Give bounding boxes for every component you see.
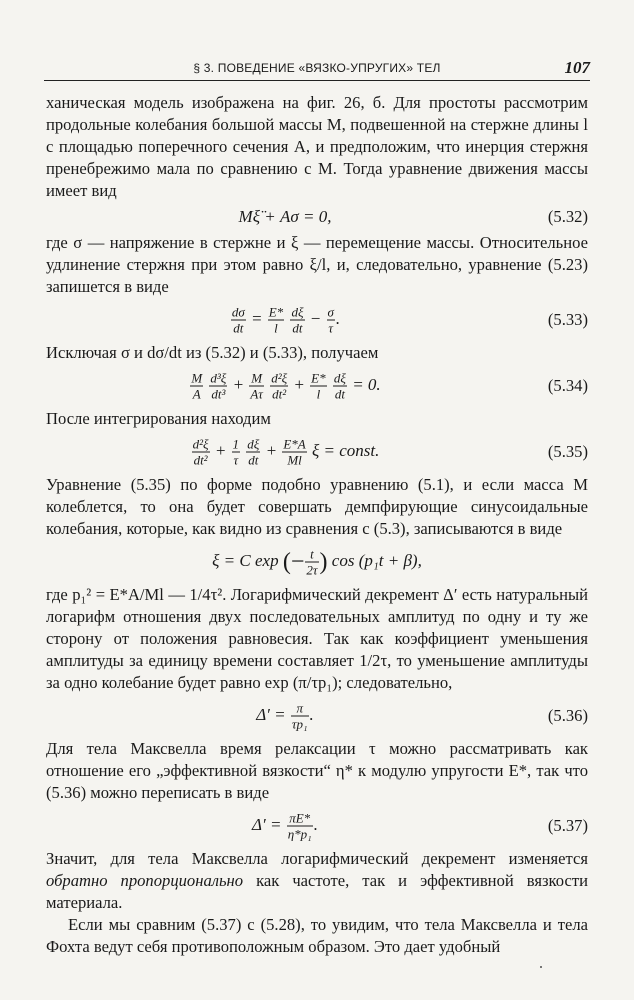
fraction: $\frac{t}{2\tau}$: [306, 546, 318, 578]
fraction: $\frac{\text{d²ξ}}{\text{dt²}}$: [271, 370, 288, 402]
equation-5-36: [46, 694, 588, 738]
equation-number: (5.32): [547, 207, 588, 226]
fraction: $\frac{\pi E*}{\text{η*p₁}}$: [287, 810, 312, 842]
fraction: $\frac{d\xi}{dt}$: [247, 436, 260, 468]
equation-5-32: [46, 202, 588, 232]
equation-number: (5.36): [547, 706, 588, 725]
fraction: $\frac{E*}{l}$: [268, 304, 284, 336]
paragraph-maxwell: Для тела Максвелла время релаксации τ можно рассматривать как отношение его „эффективной вязкости“ η* к модулю упругости E*, так что (5.36) можно переписать в виде: [46, 739, 588, 802]
page-number: 107: [564, 58, 590, 77]
paragraph-decrement: где p₁² = E*A/Ml — 1/4τ². Логарифмический декремент Δ′ есть натуральный логарифм отношения двух последовательных амплитуд по одну и ту же сторону от положения равновесия. Так как коэффициент уменьшения амплитуды за единицу времени составляет 1/2τ, то уменьшение амплитуды за одно колебание будет равно exp (π/τp₁); следовательно,: [46, 585, 588, 692]
ink-speck: [540, 966, 542, 968]
section-title: § 3. ПОВЕДЕНИЕ «ВЯЗКО-УПРУГИХ» ТЕЛ: [193, 61, 441, 75]
paragraph-eliminating: Исключая σ и dσ/dt из (5.32) и (5.33), получаем: [46, 343, 379, 362]
equation-number: (5.33): [547, 310, 588, 329]
fraction: $\frac{1}{\tau}$: [232, 436, 240, 468]
fraction: $\frac{d\xi}{dt}$: [333, 370, 346, 402]
fraction: $\frac{E*}{l}$: [311, 370, 326, 402]
paragraph-similar: Уравнение (5.35) по форме подобно уравнению (5.1), и если масса M колеблется, то она будет совершать демпфирующие синусоидальные колебания, которые, как видно из сравнения с (5.3), записываются в виде: [46, 475, 588, 538]
paragraph-definitions: где σ — напряжение в стержне и ξ — перемещение массы. Относительное удлинение стержня при этом равно ξ/l, и, следовательно, уравнение (5.23) запишется в виде: [46, 233, 588, 296]
equation-5-34: [46, 364, 588, 408]
paragraph-intro: ханическая модель изображена на фиг. 26, б. Для простоты рассмотрим продольные колебания большой массы M, подвешенной на стержне длины l с площадью поперечного сечения A, и предположим, что инерция стержня пренебрежимо мала по сравнению с M. Тогда уравнение движения массы имеет вид: [46, 93, 588, 200]
equation-5-33-body: $\frac{d\sigma}{dt}$ = $\frac{E*}{l}$ $\frac{d\xi}{dt}$ − $\frac{\sigma}{\tau}$ .: [231, 304, 341, 336]
equation-number: (5.35): [547, 442, 588, 461]
equation-5-37: [46, 804, 588, 848]
paragraph-comparison: Если мы сравним (5.37) с (5.28), то увидим, что тела Максвелла и тела Фохта ведут себя противоположным образом. Это дает удобный: [46, 915, 588, 956]
body-text: [46, 92, 588, 958]
equation-solution: [46, 540, 588, 584]
equation-number: (5.34): [547, 376, 588, 395]
fraction: $\frac{M}{A\tau}$: [250, 370, 263, 402]
emphasis: обратно пропорционально: [46, 871, 244, 890]
equation-5-34-body: $\frac{M}{A}$ $\frac{\text{d³ξ}}{\text{dt³}}$ + $\frac{M}{A\tau}$ $\frac{\text{d²ξ}}{\text{dt²}}$ + $\frac{E*}{l}$ $\frac{d\xi}{dt}$ = 0.: [191, 370, 381, 402]
fraction: $\frac{\sigma}{\tau}$: [327, 304, 334, 336]
running-header: [44, 58, 590, 81]
equation-5-32-body: Mξ̈ + Aσ = 0,: [238, 207, 332, 226]
equation-5-35: [46, 430, 588, 474]
equation-5-35-body: $\frac{\text{d²ξ}}{\text{dt²}}$ + $\frac{1}{\tau}$ $\frac{d\xi}{dt}$ + $\frac{E*A}{Ml}$ ξ = const.: [192, 436, 380, 468]
paragraph-integrating: После интегрирования находим: [46, 409, 271, 428]
fraction: $\frac{\pi}{\text{τp₁}}$: [291, 700, 308, 732]
fraction: $\frac{d\xi}{dt}$: [291, 304, 304, 336]
equation-5-33: [46, 298, 588, 342]
equation-solution-body: ξ = C exp (− $\frac{t}{2\tau}$ ) cos (p₁t + β),: [212, 546, 422, 578]
fraction: $\frac{E*A}{Ml}$: [283, 436, 306, 468]
paragraph-conclusion: Значит, для тела Максвелла логарифмический декремент изменяется обратно пропорционально как частоте, так и эффективной вязкости материала.: [46, 849, 588, 912]
fraction: $\frac{d\sigma}{dt}$: [231, 304, 245, 336]
fraction: $\frac{M}{A}$: [191, 370, 203, 402]
fraction: $\frac{\text{d²ξ}}{\text{dt²}}$: [192, 436, 209, 468]
equation-number: (5.37): [547, 816, 588, 835]
equation-5-37-body: Δ′ = $\frac{\pi E*}{\text{η*p₁}}$ .: [252, 810, 318, 842]
equation-5-36-body: Δ′ = $\frac{\pi}{\text{τp₁}}$ .: [256, 700, 314, 732]
fraction: $\frac{\text{d³ξ}}{\text{dt³}}$: [210, 370, 227, 402]
